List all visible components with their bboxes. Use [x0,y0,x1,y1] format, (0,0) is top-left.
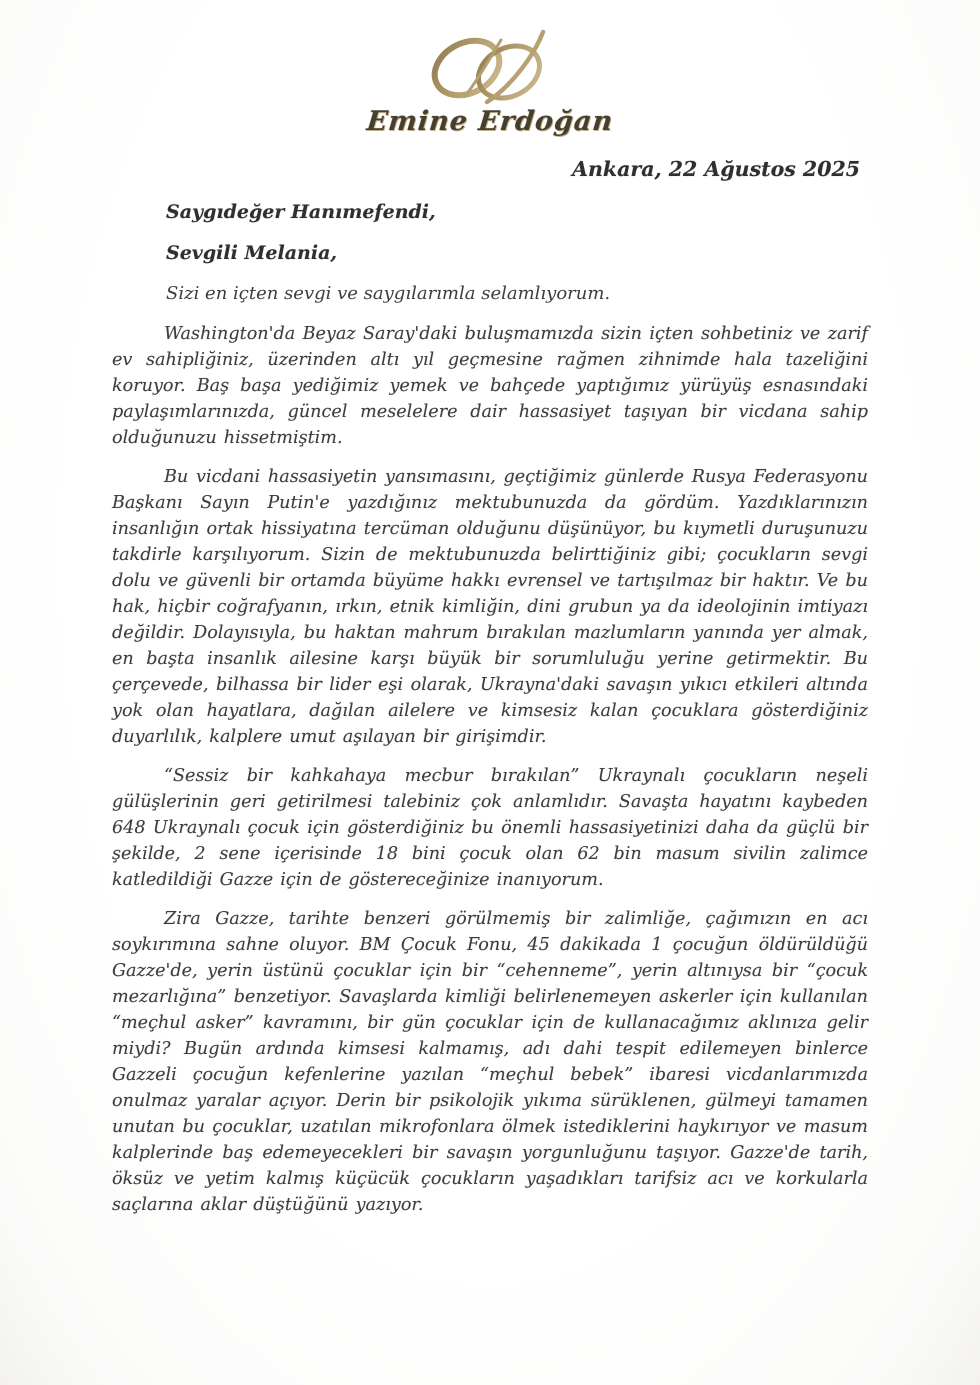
paragraph-4: Zira Gazze, tarihte benzeri görülmemiş bir zalimliğe, çağımızın en acı soykırımına sahne oluyor. BM Çocuk Fonu, 45 dakikada 1 çocuğun öldürüldüğü Gazze'de, yerin üstünü çocuklar için bir “cehenneme”, yerin altınıysa bir “çocuk mezarlığına” benzetiyor. Savaşlarda kimliği belirlenemeyen askerler için kullanılan “meçhul asker” kavramını, bir gün çocuklar için de kullanacağımız aklınıza gelir miydi? Bugün ardında kimsesi kalmamış, adı dahi tespit edilemeyen binlerce Gazzeli çocuğun kefenlerine yazılan “meçhul bebek” ibaresi vicdanlarımızda onulmaz yaralar açıyor. Derin bir psikolojik yıkıma sürüklenen, gülmeyi tamamen unutan bu çocuklar, uzatılan mikrofonlara ölmek istediklerini haykırıyor ve masum kalplerinde baş edemeyecekleri bir savaşın yorgunluğunu taşıyor. Gazze'de tarih, öksüz ve yetim kalmış küçücük çocukların yaşadıkları tarifsiz acı ve korkularla saçlarına aklar düştüğünü yazıyor. [112,909,868,1215]
paragraph-2: Bu vicdani hassasiyetin yansımasını, geçtiğimiz günlerde Rusya Federasyonu Başkanı Sayın Putin'e yazdığınız mektubunuzda da gördüm. Yazdıklarınızın insanlığın ortak hissiyatına tercüman olduğunu düşünüyor, bu kıymetli duruşunuzu takdirle karşılıyorum. Sizin de mektubunuzda belirttiğiniz gibi; çocukların sevgi dolu ve güvenli bir ortamda büyüme hakkı evrensel ve tartışılmaz bir haktır. Ve bu hak, hiçbir coğrafyanın, ırkın, etnik kimliğin, dini grubun ya da ideolojinin imtiyazı değildir. Dolayısıyla, bu haktan mahrum bırakılan mazlumların yanında yer almak, en başta insanlık ailesine karşı büyük bir sorumluluğu yerine getirmektir. Bu çerçevede, bilhassa bir lider eşi olarak, Ukrayna'daki savaşın yıkıcı etkileri altında yok olan hayatlara, dağılan ailelere ve kimsesiz kalan çocuklara gösterdiğiniz duyarlılık, kalplere umut aşılayan bir girişimdir. [112,467,868,747]
letterhead-name: Emine Erdoğan [365,106,615,137]
ee-monogram-icon [405,26,575,106]
paragraph-3: “Sessiz bir kahkahaya mecbur bırakılan” Ukraynalı çocukların neşeli gülüşlerinin geri getirilmesi talebiniz çok anlamlıdır. Savaşta hayatını kaybeden 648 Ukraynalı çocuk için gösterdiğiniz bu önemli hassasiyetinizi daha da güçlü bir şekilde, 2 sene içerisinde 18 bini çocuk olan 62 bin masum sivilin zalimce katledildiği Gazze için de göstereceğinize inanıyorum. [112,766,868,890]
salutation-line-1: Saygıdeğer Hanımefendi, [166,201,436,223]
letter-body [112,321,868,1218]
letterhead [0,0,980,137]
greeting-line: Sizi en içten sevgi ve saygılarımla selamlıyorum. [166,283,611,304]
salutation-line-2: Sevgili Melania, [166,242,338,264]
salutation-block [166,199,980,307]
paragraph-1: Washington'da Beyaz Saray'daki buluşmamızda sizin içten sohbetiniz ve zarif ev sahipliğiniz, üzerinden altı yıl geçmesine rağmen zihnimde hala tazeliğini koruyor. Baş başa yediğimiz yemek ve bahçede yaptığımız yürüyüş esnasındaki paylaşımlarınızda, güncel meselelere dair hassasiyet taşıyan bir vicdana sahip olduğunuzu hissetmiştim. [112,324,868,448]
dateline: Ankara, 22 Ağustos 2025 [572,157,860,181]
